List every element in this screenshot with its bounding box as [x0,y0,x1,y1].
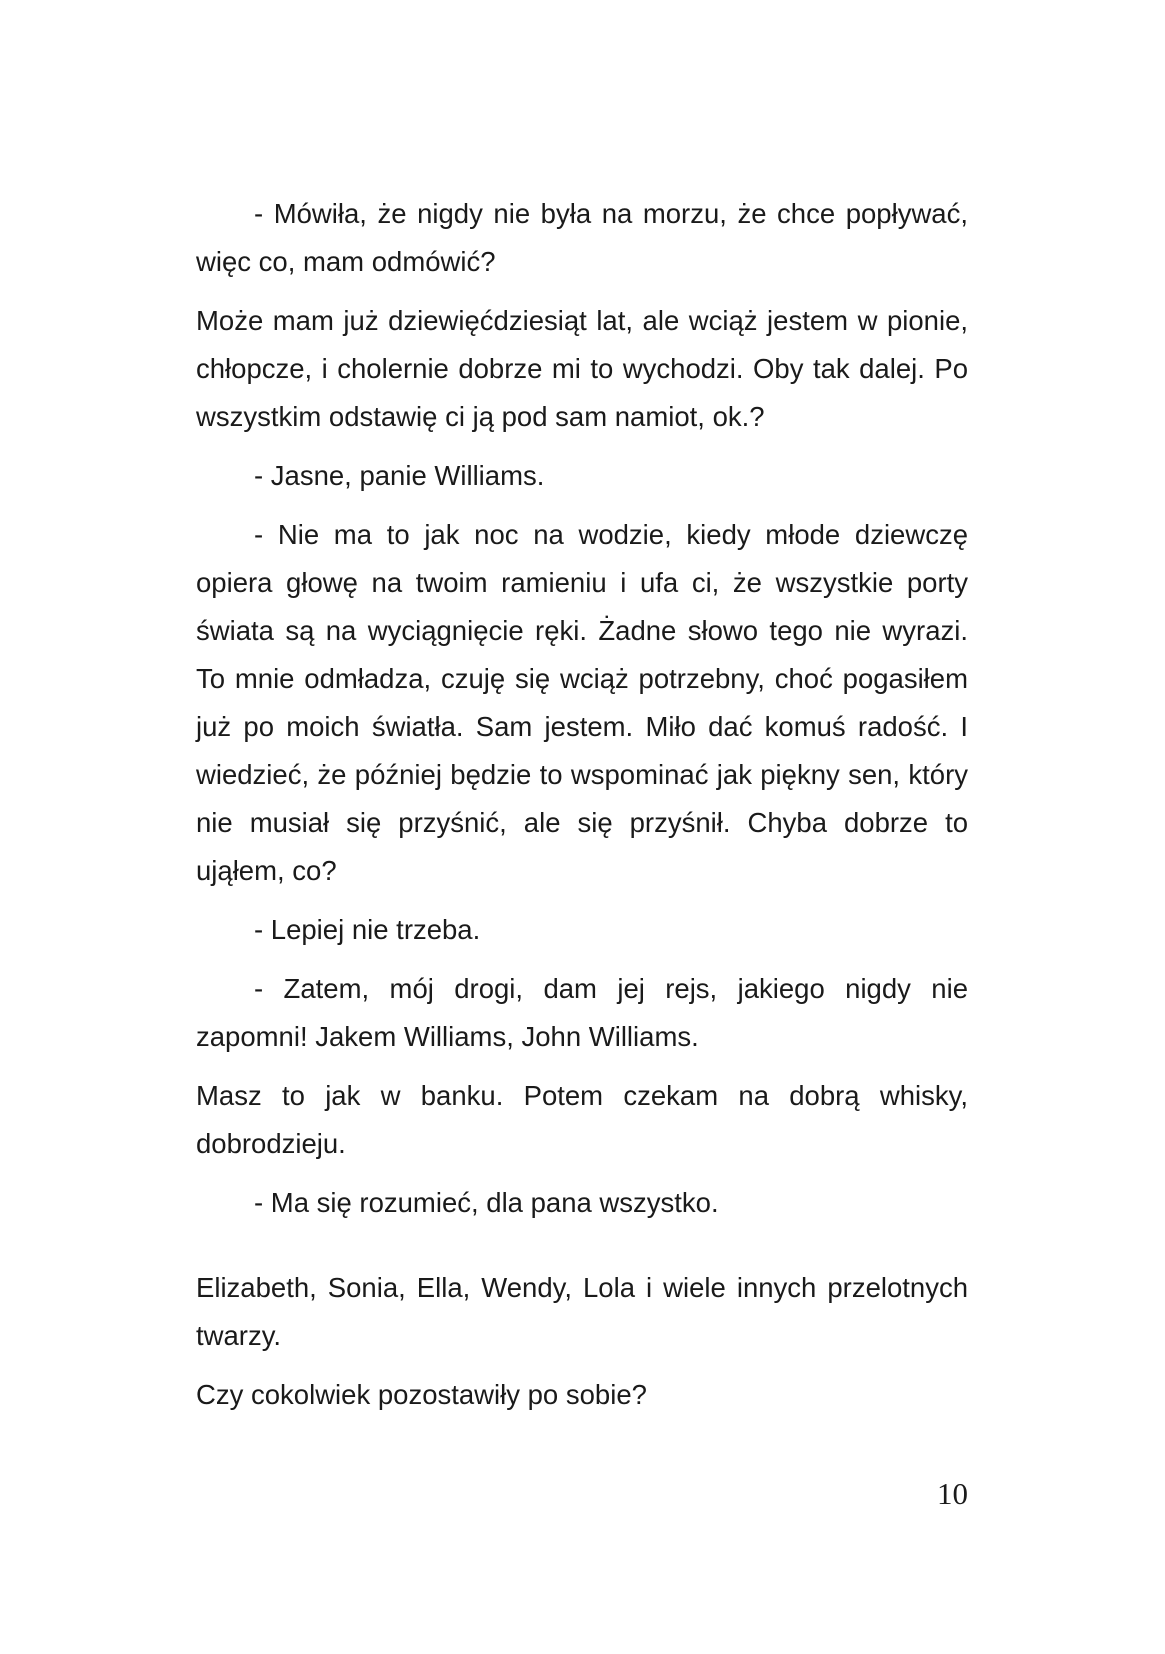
body-text [196,190,968,1430]
paragraph: Masz to jak w banku. Potem czekam na dobrą whisky, dobrodzieju. [196,1080,968,1159]
paragraph: - Mówiła, że nigdy nie była na morzu, że chce popływać, więc co, mam odmówić? [196,198,968,277]
paragraph: - Nie ma to jak noc na wodzie, kiedy młode dziewczę opiera głowę na twoim ramieniu i ufa ci, że wszystkie porty świata są na wyciągnięcie ręki. Żadne słowo tego nie wyrazi. To mnie odmładza, czuję się wciąż potrzebny, choć pogasiłem już po moich światła. Sam jestem. Miło dać komuś radość. I wiedzieć, że później będzie to wspominać jak piękny sen, który nie musiał się przyśnić, ale się przyśnił. Chyba dobrze to ująłem, co? [196,519,968,886]
paragraph: - Jasne, panie Williams. [254,460,545,491]
paragraph: - Ma się rozumieć, dla pana wszystko. [254,1187,719,1218]
paragraph: Czy cokolwiek pozostawiły po sobie? [196,1379,647,1410]
page-number: 10 [937,1476,968,1511]
paragraph: Może mam już dziewięćdziesiąt lat, ale wciąż jestem w pionie, chłopcze, i cholernie dobrze mi to wychodzi. Oby tak dalej. Po wszystkim odstawię ci ją pod sam namiot, ok.? [196,305,968,432]
paragraph: - Zatem, mój drogi, dam jej rejs, jakiego nigdy nie zapomni! Jakem Williams, John Williams. [196,973,968,1052]
paragraph: - Lepiej nie trzeba. [254,914,481,945]
paragraph: Elizabeth, Sonia, Ella, Wendy, Lola i wiele innych przelotnych twarzy. [196,1272,968,1351]
